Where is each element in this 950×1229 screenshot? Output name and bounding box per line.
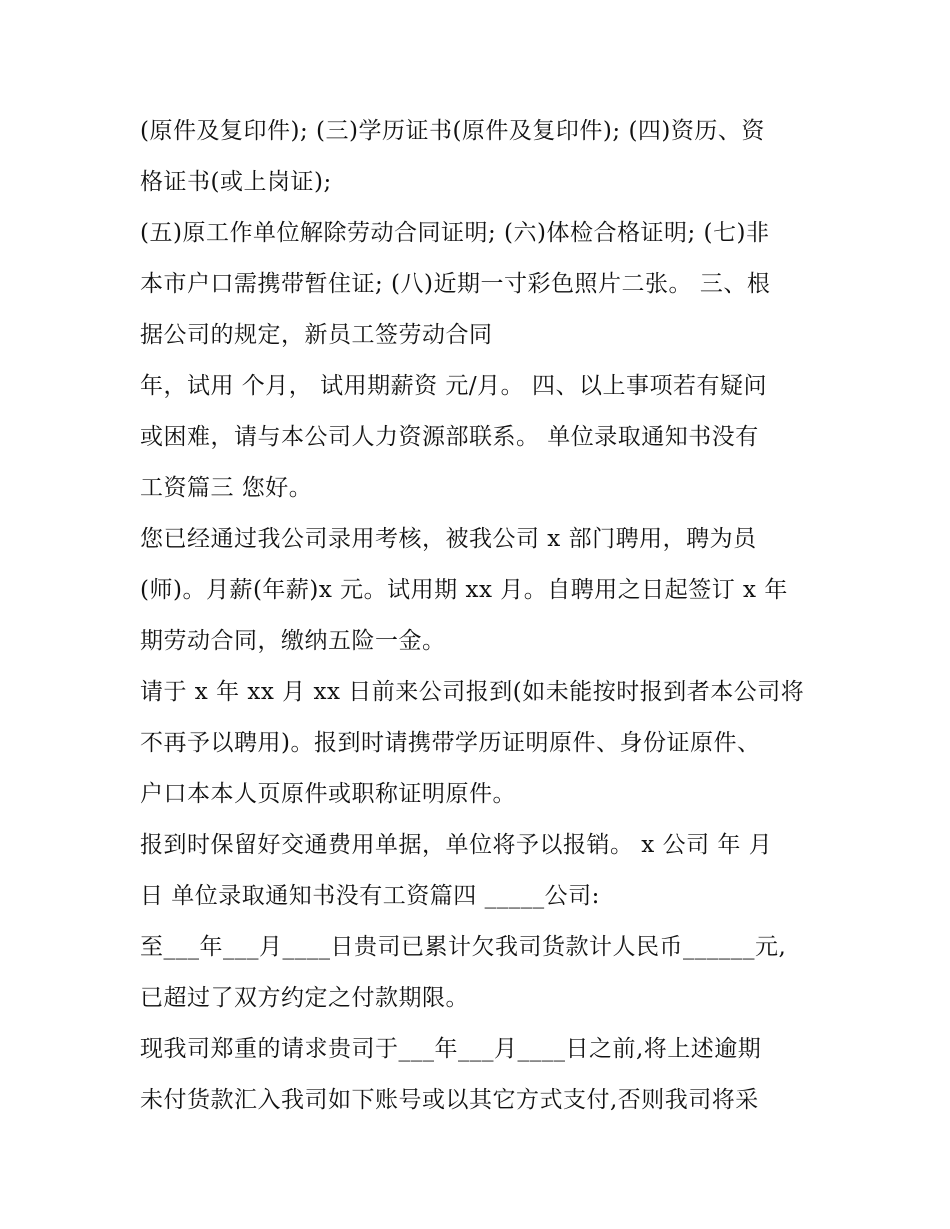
text-line: (原件及复印件); (三)学历证书(原件及复印件); (四)资历、资 <box>140 118 765 144</box>
text-line: 不再予以聘用)。报到时请携带学历证明原件、身份证原件、 <box>140 730 761 756</box>
text-line: 请于 x 年 xx 月 xx 日前来公司报到(如未能按时报到者本公司将 <box>140 679 805 705</box>
text-line: 据公司的规定，新员工签劳动合同 <box>140 322 493 348</box>
text-line: 已超过了双方约定之付款期限。 <box>140 985 469 1011</box>
text-line: 报到时保留好交通费用单据，单位将予以报销。 x 公司 年 月 <box>140 832 773 858</box>
text-line: 格证书(或上岗证); <box>140 169 332 195</box>
text-line: 现我司郑重的请求贵司于___年___月____日之前,将上述逾期 <box>140 1036 762 1062</box>
text-line: 工资篇三 您好。 <box>140 475 313 501</box>
text-line: (师)。月薪(年薪)x 元。试用期 xx 月。自聘用之日起签订 x 年 <box>140 577 788 603</box>
text-line: 未付货款汇入我司如下账号或以其它方式支付,否则我司将采 <box>140 1087 759 1113</box>
text-line: 您已经通过我公司录用考核，被我公司 x 部门聘用，聘为员 <box>140 526 757 552</box>
text-line: 日 单位录取通知书没有工资篇四 _____公司: <box>140 883 600 909</box>
text-line: 或困难，请与本公司人力资源部联系。 单位录取通知书没有 <box>140 424 759 450</box>
text-line: (五)原工作单位解除劳动合同证明; (六)体检合格证明; (七)非 <box>140 220 770 246</box>
document-body <box>140 108 820 1128</box>
text-line: 年，试用 个月， 试用期薪资 元/月。 四、以上事项若有疑问 <box>140 373 767 399</box>
text-line: 户口本本人页原件或职称证明原件。 <box>140 781 516 807</box>
text-line: 期劳动合同，缴纳五险一金。 <box>140 628 446 654</box>
text-line: 本市户口需携带暂住证; (八)近期一寸彩色照片二张。 三、根 <box>140 271 771 297</box>
text-line: 至___年___月____日贵司已累计欠我司货款计人民币______元, <box>140 934 787 960</box>
